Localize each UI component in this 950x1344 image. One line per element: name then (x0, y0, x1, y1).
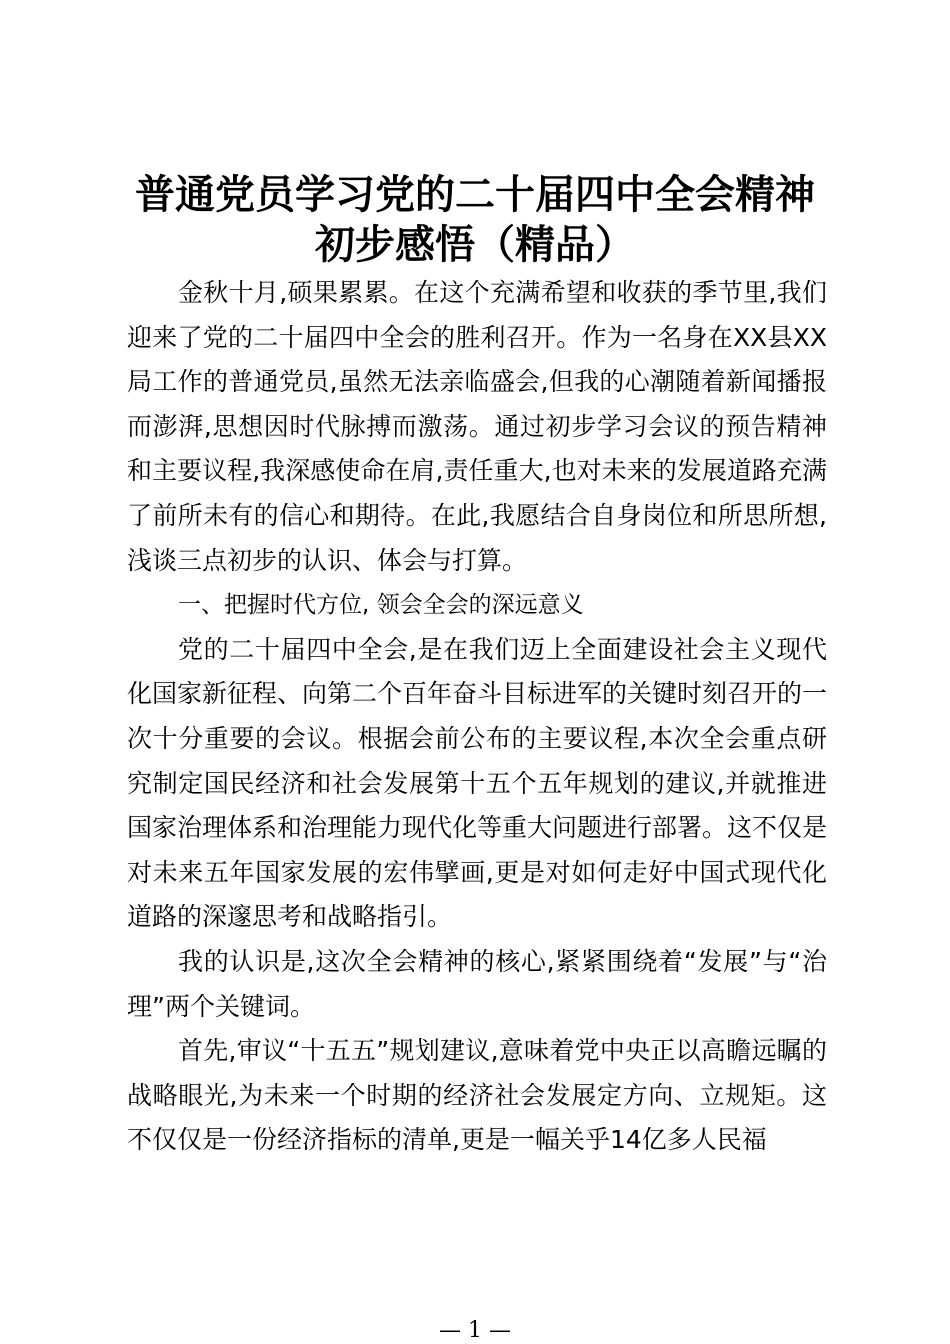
document-title-line-2: 初步感悟（精品） (315, 221, 635, 268)
document-body (127, 271, 827, 1163)
paragraph-keywords: 我的认识是,这次全会精神的核心,紧紧围绕着“发展”与“治理”两个关键词。 (127, 946, 827, 1021)
section-heading-1: 一、把握时代方位, 领会全会的深远意义 (178, 592, 584, 619)
paragraph-first-point: 首先,审议“十五五”规划建议,意味着党中央正以高瞻远瞩的战略眼光,为未来一个时期的经济社会发展定方向、立规矩。这不仅仅是一份经济指标的清单,更是一幅关乎14亿多人民福 (127, 1036, 827, 1155)
page-number: — 1 — (439, 1318, 511, 1343)
document-title-line-1: 普通党员学习党的二十届四中全会精神 (135, 171, 815, 218)
paragraph-intro: 金秋十月,硕果累累。在这个充满希望和收获的季节里,我们迎来了党的二十届四中全会的胜利召开。作为一名身在XX县XX局工作的普通党员,虽然无法亲临盛会,但我的心潮随着新闻播报而澎湃,思想因时代脉搏而激荡。通过初步学习会议的预告精神和主要议程,我深感使命在肩,责任重大,也对未来的发展道路充满了前所未有的信心和期待。在此,我愿结合自身岗位和所思所想,浅谈三点初步的认识、体会与打算。 (127, 278, 827, 575)
paragraph-section-1: 党的二十届四中全会,是在我们迈上全面建设社会主义现代化国家新征程、向第二个百年奋斗目标进军的关键时刻召开的一次十分重要的会议。根据会前公布的主要议程,本次全会重点研究制定国民经济和社会发展第十五个五年规划的建议,并就推进国家治理体系和治理能力现代化等重大问题进行部署。这不仅是对未来五年国家发展的宏伟擘画,更是对如何走好中国式现代化道路的深邃思考和战略指引。 (127, 634, 828, 932)
